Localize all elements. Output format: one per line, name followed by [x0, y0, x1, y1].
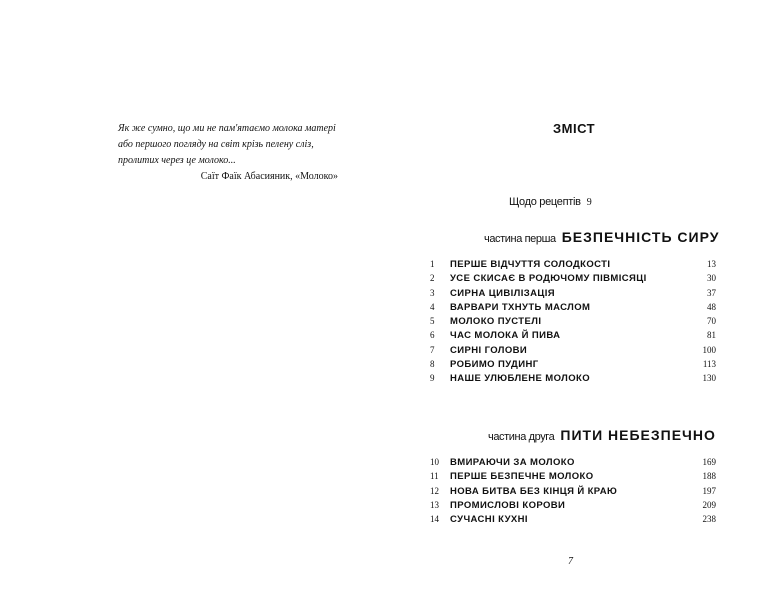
part-title: ПИТИ НЕБЕЗПЕЧНО [560, 427, 716, 443]
part-heading [488, 427, 716, 445]
chapter-number: 2 [430, 273, 435, 284]
page-number: 7 [568, 556, 573, 567]
chapter-title: ЧАС МОЛОКА Й ПИВА [450, 330, 561, 342]
chapter-title: ПЕРШЕ БЕЗПЕЧНЕ МОЛОКО [450, 471, 594, 483]
toc-chapter-entry[interactable] [430, 359, 716, 373]
toc-preface-entry[interactable] [509, 196, 591, 208]
chapter-title: ПЕРШЕ ВІДЧУТТЯ СОЛОДКОСТІ [450, 259, 611, 270]
toc-chapter-entry[interactable] [430, 330, 716, 344]
toc-chapter-entry[interactable] [430, 345, 716, 359]
chapter-page-number: 113 [702, 359, 716, 370]
chapter-number: 5 [430, 316, 435, 327]
chapter-number: 6 [430, 330, 435, 341]
chapter-title: ВАРВАРИ ТХНУТЬ МАСЛОМ [450, 301, 591, 313]
chapter-number: 8 [430, 359, 435, 370]
toc-chapter-entry[interactable] [430, 373, 716, 387]
epigraph-line: Як же сумно, що ми не пам'ятаємо молока матері [118, 123, 336, 134]
chapter-page-number: 169 [702, 457, 716, 467]
chapter-list [430, 457, 716, 528]
toc-chapter-entry[interactable] [430, 302, 716, 316]
epigraph-attribution: Саїт Фаїк Абасияник, «Молоко» [200, 171, 338, 182]
chapter-number: 13 [430, 499, 439, 510]
chapter-number: 11 [430, 471, 439, 482]
toc-chapter-entry[interactable] [430, 471, 716, 485]
chapter-page-number: 100 [702, 344, 716, 355]
chapter-title: СУЧАСНІ КУХНІ [450, 514, 528, 526]
chapter-page-number: 209 [702, 499, 716, 510]
chapter-title: МОЛОКО ПУСТЕЛІ [450, 316, 542, 328]
chapter-number: 10 [430, 457, 439, 467]
chapter-title: РОБИМО ПУДИНГ [450, 359, 539, 371]
epigraph [118, 121, 338, 185]
part-heading [484, 229, 719, 247]
toc-chapter-entry[interactable] [430, 273, 716, 287]
chapter-title: НОВА БИТВА БЕЗ КІНЦЯ Й КРАЮ [450, 485, 618, 497]
chapter-page-number: 130 [702, 373, 716, 384]
toc-chapter-entry[interactable] [430, 316, 716, 330]
toc-title: ЗМІСТ [553, 121, 596, 136]
epigraph-line: пролитих через це молоко... [118, 155, 236, 166]
chapter-number: 7 [430, 344, 435, 355]
chapter-title: НАШЕ УЛЮБЛЕНЕ МОЛОКО [450, 373, 590, 385]
chapter-number: 9 [430, 373, 435, 384]
chapter-page-number: 13 [707, 259, 716, 269]
chapter-page-number: 197 [702, 485, 716, 496]
chapter-page-number: 188 [702, 471, 716, 482]
chapter-list [430, 259, 716, 388]
chapter-number: 1 [430, 259, 435, 269]
chapter-title: ВМИРАЮЧИ ЗА МОЛОКО [450, 457, 575, 468]
chapter-title: СИРНА ЦИВІЛІЗАЦІЯ [450, 287, 555, 299]
chapter-title: УСЕ СКИСАЄ В РОДЮЧОМУ ПІВМІСЯЦІ [450, 273, 647, 285]
part-label: частина перша [484, 233, 556, 245]
chapter-number: 14 [430, 514, 439, 525]
toc-chapter-entry[interactable] [430, 500, 716, 514]
toc-chapter-entry[interactable] [430, 288, 716, 302]
chapter-page-number: 48 [707, 301, 716, 312]
chapter-number: 4 [430, 301, 435, 312]
preface-label: Щодо рецептів [509, 196, 581, 208]
chapter-title: СИРНІ ГОЛОВИ [450, 344, 528, 356]
chapter-number: 12 [430, 485, 439, 496]
toc-chapter-entry[interactable] [430, 259, 716, 273]
chapter-page-number: 70 [707, 316, 716, 327]
toc-chapter-entry[interactable] [430, 486, 716, 500]
chapter-page-number: 37 [707, 287, 716, 298]
toc-chapter-entry[interactable] [430, 457, 716, 471]
chapter-page-number: 81 [707, 330, 716, 341]
chapter-title: ПРОМИСЛОВІ КОРОВИ [450, 499, 566, 511]
toc-chapter-entry[interactable] [430, 514, 716, 528]
chapter-number: 3 [430, 287, 435, 298]
chapter-page-number: 30 [707, 273, 716, 284]
chapter-page-number: 238 [702, 514, 716, 525]
preface-page-number: 9 [586, 197, 592, 208]
part-label: частина друга [488, 431, 555, 443]
part-title: БЕЗПЕЧНІСТЬ СИРУ [561, 229, 720, 245]
epigraph-line: або першого погляду на світ крізь пелену сліз, [118, 139, 314, 150]
